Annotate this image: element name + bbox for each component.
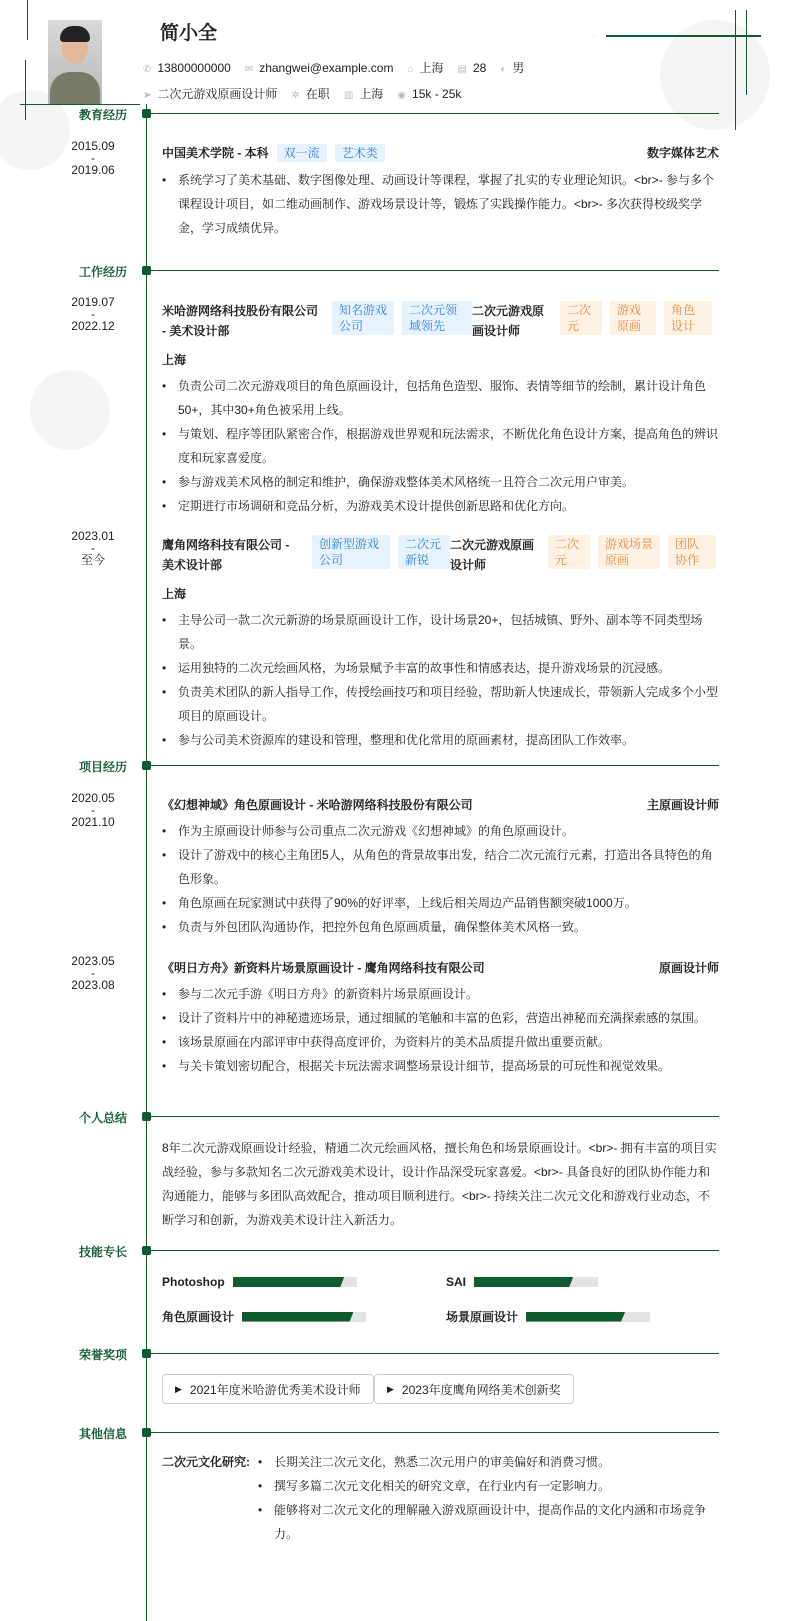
candidate-name: 简小全 xyxy=(160,23,218,44)
role: 原画设计师 xyxy=(658,961,719,975)
tag: 团队协作 xyxy=(668,535,716,569)
list-item: • 与策划、程序等团队紧密合作，根据游戏世界观和玩法需求，不断优化角色设计方案，提高角色的辨识度和玩家喜爱度。 xyxy=(162,422,719,470)
skill-item: 角色原画设计 xyxy=(162,1308,366,1325)
skill-item: SAI xyxy=(446,1275,598,1289)
date-range: 2015.09 - 2019.06 xyxy=(71,139,115,177)
section-title: 工作经历 xyxy=(78,265,127,279)
phone: 13800000000 xyxy=(157,60,231,75)
age-icon: ▤ xyxy=(457,63,467,75)
contact-row xyxy=(143,59,524,76)
school: 中国美术学院 - 本科 xyxy=(162,146,269,160)
section-awards xyxy=(0,1346,794,1362)
job-row xyxy=(143,85,461,102)
list-item: • 负责公司二次元游戏项目的角色原画设计，包括角色造型、服饰、表情等细节的绘制，累计设计角色50+，其中30+角色被采用上线。 xyxy=(162,374,719,422)
project-title: 《幻想神域》角色原画设计 - 米哈游网络科技股份有限公司 xyxy=(162,798,473,812)
role: 二次元游戏原画设计师 xyxy=(450,538,535,572)
section-divider xyxy=(150,1250,719,1251)
list-item: • 负责美术团队的新人指导工作，传授绘画技巧和项目经验，帮助新人快速成长，带领新人完成多个小型项目的原画设计。 xyxy=(162,680,719,728)
section-skills xyxy=(0,1243,794,1259)
list-item: • 作为主原画设计师参与公司重点二次元游戏《幻想神域》的角色原画设计。 xyxy=(162,819,719,843)
skill-bar xyxy=(474,1277,598,1287)
age: 28 xyxy=(472,60,487,75)
city: 上海 xyxy=(359,87,384,101)
phone-icon: ✆ xyxy=(143,63,152,75)
list-item: • 长期关注二次元文化，熟悉二次元用户的审美偏好和消费习惯。 xyxy=(258,1450,719,1474)
tag: 游戏原画 xyxy=(610,301,656,335)
skill-item: Photoshop xyxy=(162,1275,357,1289)
status-icon: ✲ xyxy=(291,90,300,101)
salary: 15k - 25k xyxy=(412,86,462,101)
list-item: • 负责与外包团队沟通协作，把控外包角色原画质量，确保整体美术风格一致。 xyxy=(162,915,719,939)
email[interactable]: zhangwei@example.com xyxy=(259,60,394,75)
date-range: 2023.01 - 至今 xyxy=(71,529,115,567)
gender: 男 xyxy=(512,61,525,75)
section-divider xyxy=(150,113,719,114)
building-icon: ▥ xyxy=(343,90,354,101)
timeline-line xyxy=(146,104,147,1621)
other-label: 二次元文化研究: xyxy=(162,1455,250,1469)
location: 上海 xyxy=(419,61,444,75)
salary-icon: ◉ xyxy=(397,89,407,101)
section-other xyxy=(0,1425,794,1441)
award-item: ▶ 2021年度米哈游优秀美术设计师 xyxy=(162,1374,374,1404)
decor-line xyxy=(746,10,747,95)
list-item: • 设计了资料片中的神秘遗迹场景，通过细腻的笔触和丰富的色彩，营造出神秘而充满探索感的氛围。 xyxy=(162,1006,719,1030)
tag: 二次元领域领先 xyxy=(402,301,472,335)
decor-line xyxy=(27,0,28,40)
company: 米哈游网络科技股份有限公司 - 美术设计部 xyxy=(162,304,319,338)
play-icon: ▶ xyxy=(387,1383,394,1394)
gender-icon: ◐ xyxy=(500,64,507,75)
project-title: 《明日方舟》新资料片场景原画设计 - 鹰角网络科技有限公司 xyxy=(162,961,485,975)
tag: 艺术类 xyxy=(335,144,385,162)
list-item: • 参与公司美术资源库的建设和管理，整理和优化常用的原画素材，提高团队工作效率。 xyxy=(162,728,719,752)
tag: 双一流 xyxy=(277,144,327,162)
date-range: 2020.05 - 2021.10 xyxy=(71,791,115,829)
city: 上海 xyxy=(162,587,187,601)
list-item: • 与关卡策划密切配合，根据关卡玩法需求调整场景设计细节，提高场景的可玩性和视觉效果。 xyxy=(162,1054,719,1078)
list-item: • 角色原画在玩家测试中获得了90%的好评率，上线后相关周边产品销售额突破1000万。 xyxy=(162,891,719,915)
decor-circle xyxy=(30,370,110,450)
company: 鹰角网络科技有限公司 - 美术设计部 xyxy=(162,538,290,572)
send-icon: ➤ xyxy=(143,90,152,101)
section-title: 教育经历 xyxy=(78,108,127,122)
section-title: 荣誉奖项 xyxy=(78,1348,127,1362)
home-icon: ⌂ xyxy=(407,64,414,75)
list-item: • 定期进行市场调研和竞品分析，为游戏美术设计提供创新思路和优化方向。 xyxy=(162,494,719,518)
tag: 二次元 xyxy=(548,535,590,569)
role: 主原画设计师 xyxy=(646,798,719,812)
skill-bar xyxy=(233,1277,357,1287)
section-title: 项目经历 xyxy=(78,760,127,774)
duties xyxy=(162,374,719,518)
section-title: 个人总结 xyxy=(78,1111,127,1125)
city: 上海 xyxy=(162,353,187,367)
decor-line xyxy=(20,104,140,105)
section-title: 技能专长 xyxy=(78,1245,127,1259)
play-icon: ▶ xyxy=(175,1383,182,1394)
date-range: 2019.07 - 2022.12 xyxy=(71,295,115,333)
list-item: • 撰写多篇二次元文化相关的研究文章，在行业内有一定影响力。 xyxy=(258,1474,719,1498)
skill-bar-fill xyxy=(526,1312,625,1322)
list-item: • 设计了游戏中的核心主角团5人，从角色的背景故事出发，结合二次元流行元素，打造出各具特色的角色形象。 xyxy=(162,843,719,891)
list-item: • 参与二次元手游《明日方舟》的新资料片场景原画设计。 xyxy=(162,982,719,1006)
section-summary xyxy=(0,1109,794,1125)
major: 数字媒体艺术 xyxy=(646,146,719,160)
tag: 游戏场景原画 xyxy=(598,535,660,569)
section-divider xyxy=(150,1353,719,1354)
tag: 二次元新锐 xyxy=(398,535,450,569)
tag: 角色设计 xyxy=(664,301,712,335)
award-item: ▶ 2023年度鹰角网络美术创新奖 xyxy=(374,1374,574,1404)
decor-line xyxy=(606,35,761,37)
skill-item: 场景原画设计 xyxy=(446,1308,650,1325)
section-education xyxy=(0,106,794,122)
list-item: • 该场景原画在内部评审中获得高度评价，为资料片的美术品质提升做出重要贡献。 xyxy=(162,1030,719,1054)
list-item: • 系统学习了美术基础、数字图像处理、动画设计等课程，掌握了扎实的专业理论知识。<br>- 参与多个课程设计项目，如二维动画制作、游戏场景设计等，锻炼了实践操作能力。<br>- 多次获得校级奖学金，学习成绩优异。 xyxy=(162,168,719,240)
list-item: • 主导公司一款二次元新游的场景原画设计工作，设计场景20+，包括城镇、野外、副本等不同类型场景。 xyxy=(162,608,719,656)
section-title: 其他信息 xyxy=(78,1427,127,1441)
list-item: • 运用独特的二次元绘画风格，为场景赋予丰富的故事性和情感表达，提升游戏场景的沉浸感。 xyxy=(162,656,719,680)
avatar xyxy=(48,20,102,104)
mail-icon: ✉ xyxy=(244,63,254,75)
skill-bar xyxy=(242,1312,366,1322)
skill-bar-fill xyxy=(242,1312,354,1322)
role: 二次元游戏原画设计师 xyxy=(472,304,545,338)
section-divider xyxy=(150,1116,719,1117)
date-range: 2023.05 - 2023.08 xyxy=(71,954,115,992)
section-divider xyxy=(150,270,719,271)
skill-bar xyxy=(526,1312,650,1322)
summary-text: 8年二次元游戏原画设计经验，精通二次元绘画风格，擅长角色和场景原画设计。<br>- 拥有丰富的项目实战经验，参与多款知名二次元游戏美术设计，设计作品深受玩家喜爱。<br>- 具备良好的团队协作能力和沟通能力，能够与多团队高效配合，推动项目顺利进行。<br>- 持续关注二次元文化和游戏行业动态，不断学习和创新，为游戏美术设计注入新活力。 xyxy=(162,1141,717,1227)
other-info xyxy=(162,1450,719,1546)
tag: 创新型游戏公司 xyxy=(312,535,390,569)
tag: 二次元 xyxy=(560,301,602,335)
section-projects xyxy=(0,758,794,774)
list-item: • 能够将对二次元文化的理解融入游戏原画设计中，提高作品的文化内涵和市场竞争力。 xyxy=(258,1498,719,1546)
list-item: • 参与游戏美术风格的制定和维护，确保游戏整体美术风格统一且符合二次元用户审美。 xyxy=(162,470,719,494)
tag: 知名游戏公司 xyxy=(332,301,394,335)
position: 二次元游戏原画设计师 xyxy=(157,87,278,101)
section-divider xyxy=(150,1432,719,1433)
skill-bar-fill xyxy=(233,1277,345,1287)
section-work xyxy=(0,263,794,279)
skill-bar-fill xyxy=(474,1277,573,1287)
section-divider xyxy=(150,765,719,766)
status: 在职 xyxy=(305,87,330,101)
